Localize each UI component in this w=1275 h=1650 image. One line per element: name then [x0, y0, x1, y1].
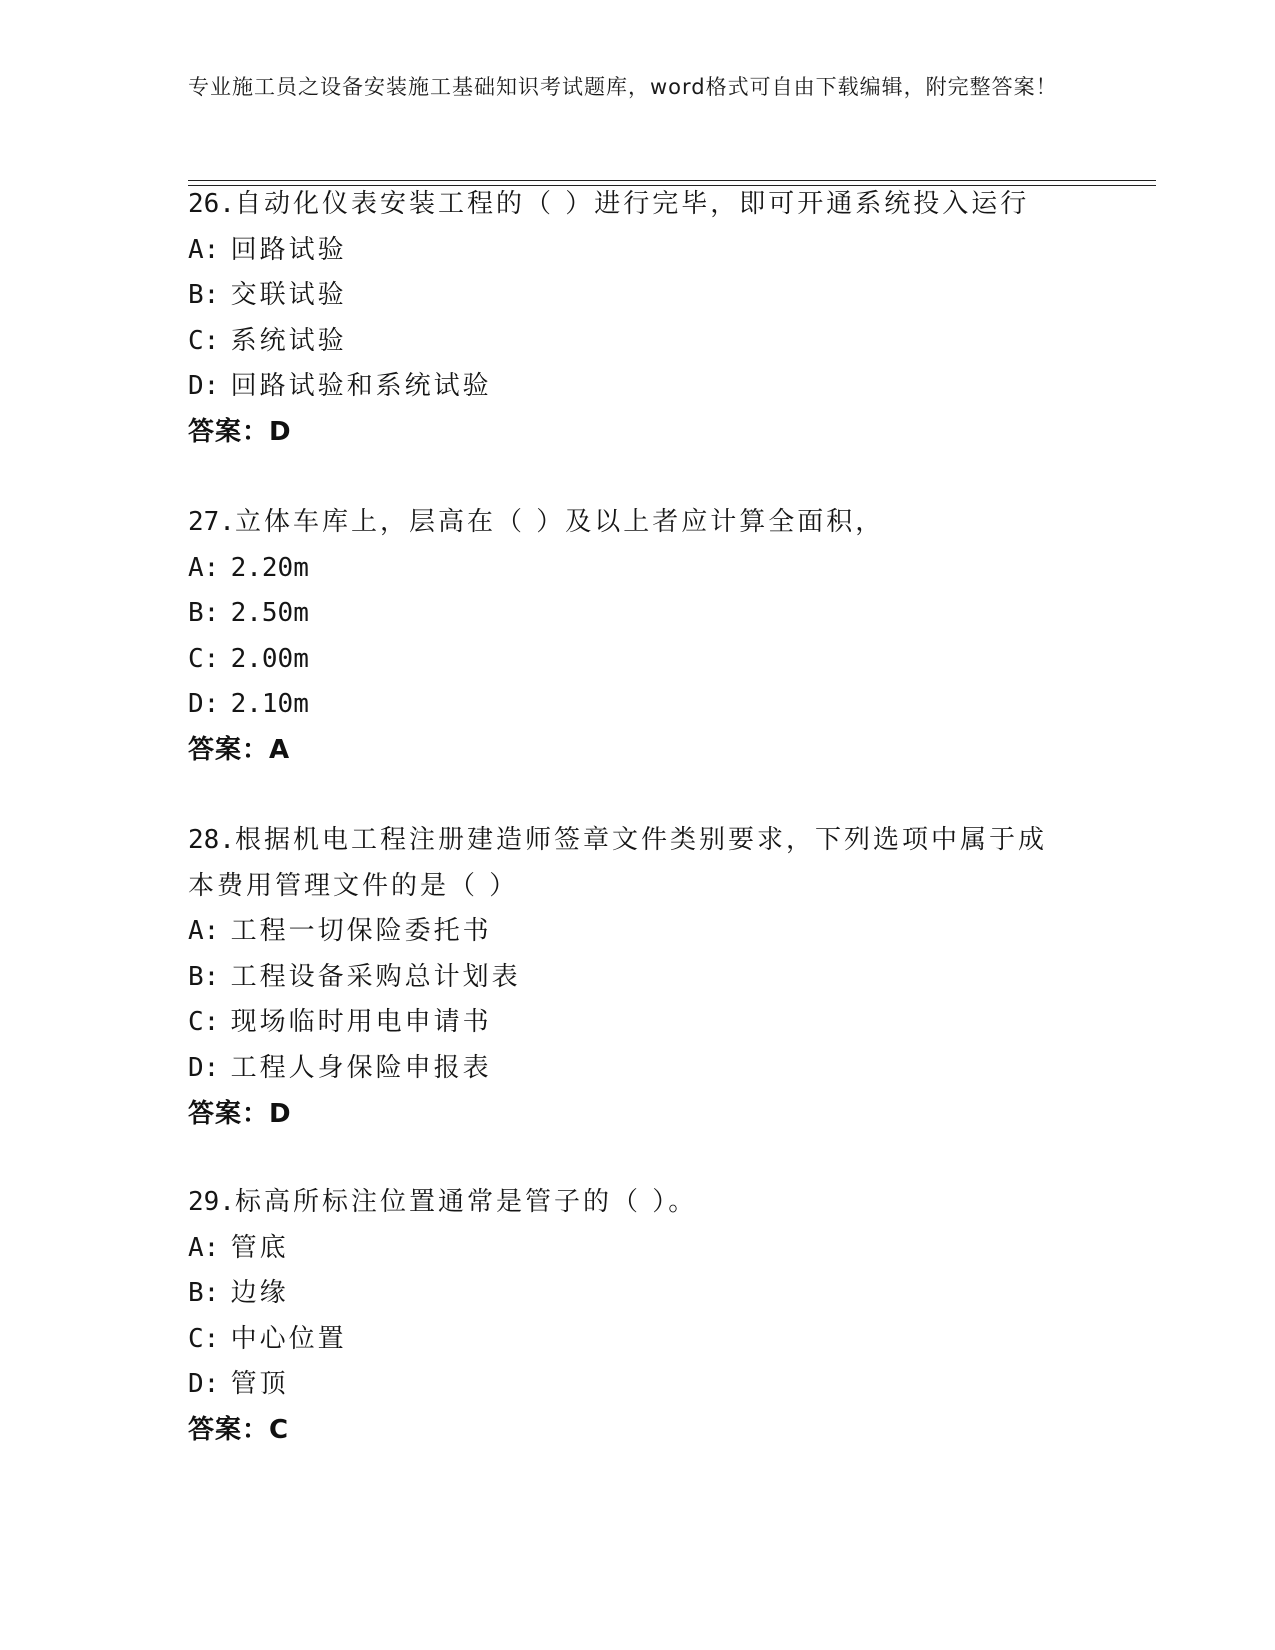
answer-line: 答案：A: [188, 734, 291, 765]
option-key: C:: [188, 1007, 220, 1038]
option-c: [188, 319, 1088, 365]
option-a: [188, 546, 1088, 592]
option-text: 工程人身保险申报表: [230, 1052, 492, 1083]
option-text: 管底: [230, 1232, 289, 1263]
answer-line: 答案：D: [188, 1098, 292, 1129]
option-text: 2.20m: [230, 552, 309, 583]
option-key: D:: [188, 1369, 220, 1400]
option-text: 回路试验和系统试验: [230, 371, 492, 402]
option-text: 2.10m: [230, 689, 309, 720]
option-key: C:: [188, 325, 220, 356]
option-text: 系统试验: [230, 325, 347, 356]
option-key: C:: [188, 1323, 220, 1354]
option-text: 中心位置: [230, 1323, 347, 1354]
option-text: 边缘: [230, 1278, 289, 1309]
document-header: 专业施工员之设备安装施工基础知识考试题库，word格式可自由下载编辑，附完整答案！: [188, 75, 1058, 99]
question-text: 根据机电工程注册建造师签章文件类别要求，下列选项中属于成本费用管理文件的是（ ）: [188, 825, 1047, 901]
option-key: D:: [188, 689, 220, 720]
header-rule-top: [188, 180, 1156, 181]
option-d: [188, 1362, 1088, 1408]
option-key: A:: [188, 916, 220, 947]
question-number: 26.: [188, 189, 235, 219]
option-key: B:: [188, 961, 220, 992]
option-key: B:: [188, 1278, 220, 1309]
option-d: [188, 364, 1088, 410]
option-text: 工程设备采购总计划表: [230, 961, 521, 992]
option-key: D:: [188, 1052, 220, 1083]
option-key: A:: [188, 1232, 220, 1263]
option-key: B:: [188, 280, 220, 311]
option-text: 管顶: [230, 1369, 289, 1400]
option-c: [188, 637, 1088, 683]
answer-line: 答案：D: [188, 416, 292, 447]
question-number: 28.: [188, 825, 235, 855]
option-key: A:: [188, 552, 220, 583]
question-number: 29.: [188, 1187, 235, 1217]
question-27: [188, 500, 1088, 774]
option-text: 工程一切保险委托书: [230, 916, 492, 947]
option-key: D:: [188, 371, 220, 402]
option-b: [188, 1271, 1088, 1317]
option-key: C:: [188, 643, 220, 674]
question-stem: [188, 818, 1068, 909]
option-c: [188, 1000, 1088, 1046]
option-c: [188, 1317, 1088, 1363]
option-text: 交联试验: [230, 280, 347, 311]
option-text: 2.00m: [230, 643, 309, 674]
option-a: [188, 1226, 1088, 1272]
question-text: 立体车库上，层高在（ ）及以上者应计算全面积，: [234, 507, 885, 537]
question-stem: [188, 1180, 1088, 1226]
question-number: 27.: [188, 507, 235, 537]
option-a: [188, 228, 1088, 274]
question-28: [188, 818, 1088, 1137]
question-29: [188, 1180, 1088, 1454]
option-b: [188, 591, 1088, 637]
option-key: A:: [188, 234, 220, 265]
option-d: [188, 1046, 1088, 1092]
option-a: [188, 909, 1088, 955]
option-text: 回路试验: [230, 234, 347, 265]
answer-line: 答案：C: [188, 1414, 290, 1445]
option-b: [188, 955, 1088, 1001]
option-text: 现场临时用电申请书: [230, 1007, 492, 1038]
question-text: 标高所标注位置通常是管子的（ ）。: [234, 1187, 698, 1217]
option-b: [188, 273, 1088, 319]
question-text: 自动化仪表安装工程的（ ）进行完毕，即可开通系统投入运行: [234, 189, 1030, 219]
question-26: [188, 182, 1088, 456]
question-stem: [188, 182, 1088, 228]
option-d: [188, 682, 1088, 728]
question-stem: [188, 500, 1088, 546]
option-key: B:: [188, 598, 220, 629]
option-text: 2.50m: [230, 598, 309, 629]
